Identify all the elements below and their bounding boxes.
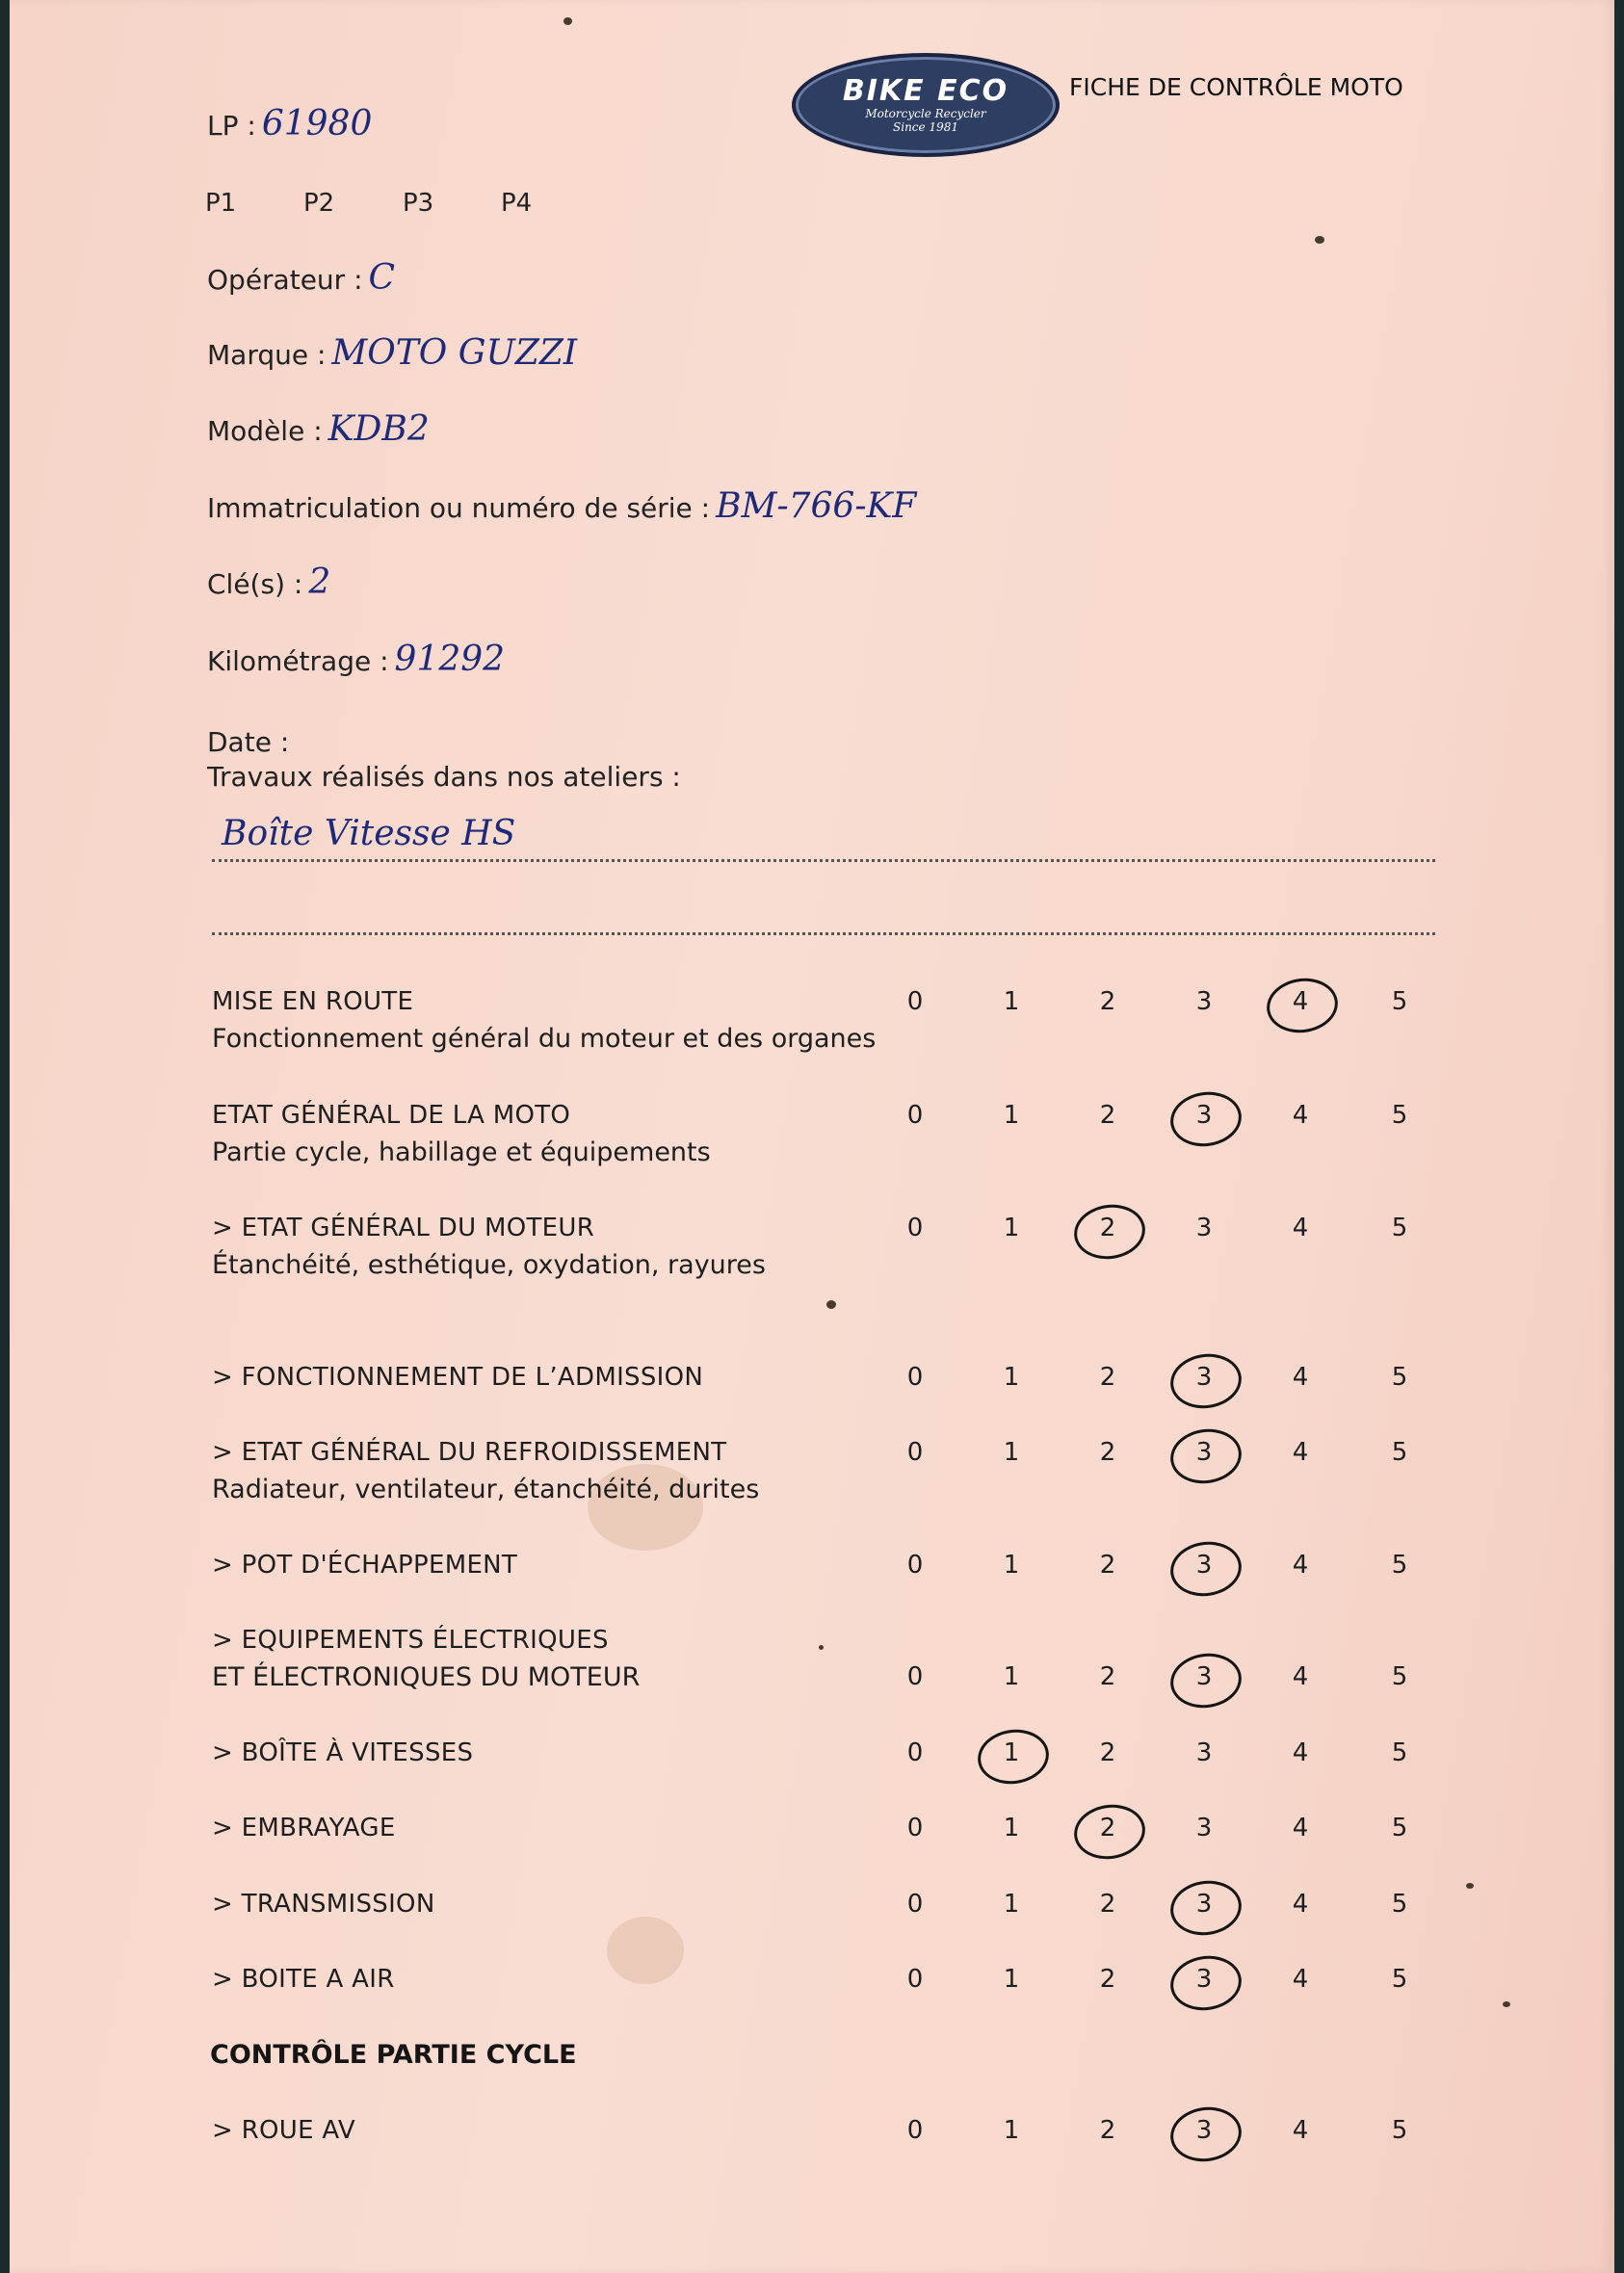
- score-option: 3: [1195, 1890, 1213, 1919]
- score-option: 4: [1292, 1738, 1309, 1767]
- score-option: 1: [1003, 2116, 1020, 2145]
- stain: [607, 1917, 684, 1984]
- score-option: 4: [1292, 1363, 1309, 1392]
- mileage-field: [207, 640, 505, 679]
- check-row-subtitle: Partie cycle, habillage et équipements: [212, 1137, 711, 1167]
- check-row-title: > BOÎTE À VITESSES: [212, 1738, 474, 1767]
- score-option: 0: [906, 2116, 924, 2145]
- operator-field: [207, 258, 395, 298]
- speck: [1466, 1883, 1474, 1889]
- check-row-subtitle: Radiateur, ventilateur, étanchéité, durites: [212, 1475, 760, 1504]
- score-option: 5: [1391, 987, 1408, 1016]
- score-option: 2: [1099, 2116, 1116, 2145]
- operator-value: C: [368, 258, 396, 298]
- score-option: 3: [1195, 1363, 1213, 1392]
- score-option: 4: [1292, 1965, 1309, 1994]
- score-option: 0: [906, 1214, 924, 1242]
- brand-value: MOTO GUZZI: [331, 333, 578, 373]
- speck: [819, 1645, 824, 1650]
- brand-field: [207, 333, 577, 373]
- score-option: 4: [1292, 1551, 1309, 1580]
- score-option: 2: [1099, 1551, 1116, 1580]
- score-option: 2: [1099, 987, 1116, 1016]
- form-title: FICHE DE CONTRÔLE MOTO: [1069, 73, 1403, 101]
- check-row-title: > ETAT GÉNÉRAL DU REFROIDISSEMENT: [212, 1438, 727, 1467]
- brand-label: Marque :: [207, 339, 327, 371]
- score-option: 5: [1391, 1890, 1408, 1919]
- score-option: 0: [906, 1814, 924, 1842]
- score-option: 4: [1292, 1662, 1309, 1691]
- control-sheet: [10, 0, 1614, 2273]
- dotted-line-2: [212, 932, 1435, 935]
- score-option: 3: [1195, 2116, 1213, 2145]
- p4-option: P4: [501, 189, 533, 218]
- score-option: 1: [1003, 1438, 1020, 1467]
- score-option: 5: [1391, 1438, 1408, 1467]
- lp-value: 61980: [261, 104, 373, 144]
- score-option: 3: [1195, 1214, 1213, 1242]
- score-option: 3: [1195, 1551, 1213, 1580]
- registration-label: Immatriculation ou numéro de série :: [207, 492, 711, 524]
- score-option: 2: [1099, 1363, 1116, 1392]
- score-option: 2: [1099, 1965, 1116, 1994]
- date-label: Date :: [207, 726, 290, 758]
- selected-score-circle: [1166, 1537, 1244, 1601]
- score-option: 1: [1003, 1814, 1020, 1842]
- score-option: 3: [1195, 1662, 1213, 1691]
- works-line-1: Boîte Vitesse HS: [222, 814, 516, 853]
- score-option: 2: [1099, 1662, 1116, 1691]
- logo-subtitle-2: Since 1981: [893, 120, 958, 134]
- score-option: 0: [906, 1662, 924, 1691]
- selected-score-circle: [1166, 1349, 1244, 1413]
- mileage-label: Kilométrage :: [207, 645, 389, 677]
- logo-title: BIKE ECO: [842, 74, 1009, 108]
- score-option: 0: [906, 1101, 924, 1130]
- score-option: 3: [1195, 1738, 1213, 1767]
- logo-subtitle-1: Motorcycle Recycler: [865, 107, 986, 120]
- score-option: 0: [906, 1438, 924, 1467]
- score-option: 0: [906, 1738, 924, 1767]
- score-option: 5: [1391, 1101, 1408, 1130]
- speck: [1315, 236, 1324, 244]
- check-row-title: > TRANSMISSION: [212, 1890, 435, 1919]
- score-option: 3: [1195, 1814, 1213, 1842]
- p1-option: P1: [205, 189, 237, 218]
- selected-score-circle: [1070, 1800, 1148, 1864]
- bike-eco-logo: [792, 53, 1060, 157]
- speck: [563, 17, 572, 25]
- check-row-title: ETAT GÉNÉRAL DE LA MOTO: [212, 1101, 571, 1130]
- check-row-subtitle: ET ÉLECTRONIQUES DU MOTEUR: [212, 1662, 641, 1692]
- score-option: 5: [1391, 1363, 1408, 1392]
- check-row-title: > ETAT GÉNÉRAL DU MOTEUR: [212, 1214, 595, 1242]
- keys-label: Clé(s) :: [207, 568, 303, 600]
- lp-field: [207, 104, 372, 144]
- works-label: Travaux réalisés dans nos ateliers :: [207, 761, 681, 793]
- score-option: 1: [1003, 1551, 1020, 1580]
- score-option: 2: [1099, 1101, 1116, 1130]
- check-row-title: > EQUIPEMENTS ÉLECTRIQUES: [212, 1626, 609, 1655]
- registration-value: BM-766-KF: [716, 486, 917, 526]
- score-option: 3: [1195, 987, 1213, 1016]
- p3-option: P3: [403, 189, 434, 218]
- score-option: 4: [1292, 1214, 1309, 1242]
- score-option: 5: [1391, 1814, 1408, 1842]
- score-option: 1: [1003, 1662, 1020, 1691]
- score-option: 3: [1195, 1965, 1213, 1994]
- model-label: Modèle :: [207, 415, 323, 447]
- score-option: 5: [1391, 1738, 1408, 1767]
- score-option: 0: [906, 1965, 924, 1994]
- score-option: 4: [1292, 1101, 1309, 1130]
- dotted-line-1: [212, 859, 1435, 862]
- check-row-title: MISE EN ROUTE: [212, 987, 414, 1016]
- score-option: 2: [1099, 1214, 1116, 1242]
- selected-score-circle: [1166, 1649, 1244, 1712]
- selected-score-circle: [1166, 1951, 1244, 2015]
- model-value: KDB2: [327, 409, 430, 449]
- check-row-title: > FONCTIONNEMENT DE L’ADMISSION: [212, 1363, 704, 1392]
- check-row-title: > POT D'ÉCHAPPEMENT: [212, 1551, 518, 1580]
- cycle-row-title: > ROUE AV: [212, 2116, 355, 2145]
- selected-score-circle: [1166, 1087, 1244, 1151]
- model-field: [207, 409, 430, 449]
- date-field: [207, 720, 295, 760]
- registration-field: [207, 486, 916, 526]
- selected-score-circle: [1166, 2103, 1244, 2166]
- keys-value: 2: [308, 562, 331, 602]
- p2-option: P2: [303, 189, 335, 218]
- score-option: 2: [1099, 1738, 1116, 1767]
- score-option: 1: [1003, 1363, 1020, 1392]
- score-option: 4: [1292, 987, 1309, 1016]
- cycle-section-heading: CONTRÔLE PARTIE CYCLE: [210, 2040, 577, 2070]
- score-option: 1: [1003, 1890, 1020, 1919]
- score-option: 0: [906, 987, 924, 1016]
- check-row-title: > BOITE A AIR: [212, 1965, 395, 1994]
- check-row-title: > EMBRAYAGE: [212, 1814, 396, 1842]
- keys-field: [207, 562, 330, 602]
- score-option: 1: [1003, 1965, 1020, 1994]
- check-row-subtitle: Étanchéité, esthétique, oxydation, rayures: [212, 1250, 766, 1280]
- score-option: 5: [1391, 1662, 1408, 1691]
- score-option: 5: [1391, 1214, 1408, 1242]
- score-option: 3: [1195, 1101, 1213, 1130]
- score-option: 0: [906, 1551, 924, 1580]
- score-option: 4: [1292, 2116, 1309, 2145]
- mileage-value: 91292: [394, 640, 506, 679]
- score-option: 0: [906, 1890, 924, 1919]
- selected-score-circle: [1166, 1876, 1244, 1940]
- check-row-subtitle: Fonctionnement général du moteur et des organes: [212, 1024, 877, 1054]
- score-option: 0: [906, 1363, 924, 1392]
- score-option: 2: [1099, 1890, 1116, 1919]
- score-option: 2: [1099, 1814, 1116, 1842]
- score-option: 4: [1292, 1890, 1309, 1919]
- score-option: 1: [1003, 1214, 1020, 1242]
- score-option: 1: [1003, 1738, 1020, 1767]
- selected-score-circle: [974, 1725, 1052, 1789]
- score-option: 1: [1003, 987, 1020, 1016]
- score-option: 3: [1195, 1438, 1213, 1467]
- selected-score-circle: [1166, 1424, 1244, 1488]
- score-option: 4: [1292, 1814, 1309, 1842]
- operator-label: Opérateur :: [207, 264, 363, 296]
- score-option: 2: [1099, 1438, 1116, 1467]
- score-option: 4: [1292, 1438, 1309, 1467]
- lp-label: LP :: [207, 110, 256, 142]
- speck: [826, 1300, 836, 1309]
- score-option: 1: [1003, 1101, 1020, 1130]
- score-option: 5: [1391, 2116, 1408, 2145]
- score-option: 5: [1391, 1551, 1408, 1580]
- selected-score-circle: [1263, 974, 1341, 1037]
- score-option: 5: [1391, 1965, 1408, 1994]
- speck: [1503, 2001, 1510, 2007]
- selected-score-circle: [1070, 1200, 1148, 1264]
